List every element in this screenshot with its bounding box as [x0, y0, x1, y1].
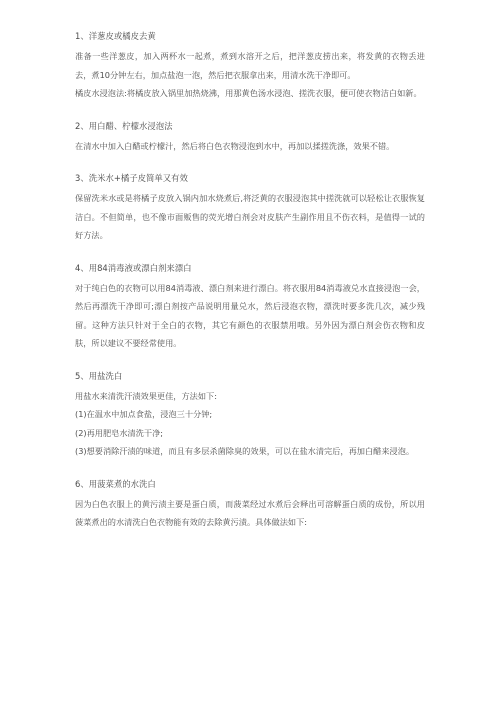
paragraph: 橘皮水浸泡法:将橘皮放入锅里加热烧沸，用那黄色汤水浸泡、搓洗衣服，便可使衣物洁白如新。 [75, 88, 422, 98]
paragraph: 用盐水来清洗汗渍效果更佳，方法如下: [75, 390, 217, 401]
list-item: (3)想要消除汗渍的味道，而且有多层杀菌除臭的效果，可以在盐水清完后，再加白醋来浸泡。 [75, 446, 415, 456]
section-gap [75, 245, 425, 262]
section-gap [75, 461, 425, 478]
list-item: (2)再用肥皂水清洗干净; [75, 427, 164, 438]
paragraph: 因为白色衣服上的黄污渍主要是蛋白质，而菠菜经过水煮后会释出可溶解蛋白质的成份，所以用菠菜煮出的水清洗白色衣物能有效的去除黄污渍。具体做法如下: [75, 498, 425, 527]
section-rice-water [75, 172, 425, 245]
section-spinach [75, 478, 425, 532]
section-gap [75, 103, 425, 120]
section-salt [75, 370, 425, 461]
section-heading: 5、用盐洗白 [75, 370, 123, 381]
section-heading: 1、洋葱皮或橘皮去黄 [75, 31, 156, 41]
section-vinegar-lemon [75, 120, 425, 156]
section-bleach [75, 262, 425, 353]
paragraph: 在清水中加入白醋或柠檬汁，然后将白色衣物浸泡到水中，再加以揉搓洗涤，效果不错。 [75, 140, 395, 151]
section-heading: 6、用菠菜煮的水洗白 [75, 478, 156, 489]
section-heading: 3、洗米水+橘子皮简单又有效 [75, 173, 188, 183]
section-gap [75, 155, 425, 172]
paragraph: 准备一些洋葱皮，加入两杯水一起煮，煮到水溶开之后，把洋葱皮捞出来，将发黄的衣物丢进去，煮10分钟左右，加点盐泡一泡，然后把衣服拿出来，用清水洗干净即可。 [75, 51, 425, 80]
paragraph: 对于纯白色的衣物可以用84消毒液、漂白剂来进行漂白。将衣服用84消毒液兑水直接浸泡一会，然后再漂洗干净即可;漂白剂按产品说明用量兑水，然后浸泡衣物，漂洗时要多洗几次，减少残留。这种方法只针对于全白的衣物，其它有颜色的衣服禁用哦。另外因为漂白剂会伤衣物和皮肤，所以建议不要经常使用。 [75, 282, 425, 348]
section-gap [75, 353, 425, 370]
section-onion-peel [75, 30, 425, 103]
section-heading: 2、用白醋、柠檬水浸泡法 [75, 120, 173, 131]
document-page [75, 30, 425, 532]
list-item: (1)在温水中加点食盐，浸泡三十分钟; [75, 409, 213, 419]
section-heading: 4、用84消毒液或漂白剂来漂白 [75, 262, 192, 273]
paragraph: 保留洗米水或是将橘子皮放入锅内加水烧煮后,将泛黄的衣服浸泡其中搓洗就可以轻松让衣服恢复洁白。不但简单，也不像市面贩售的荧光增白剂会对皮肤产生副作用且不伤衣料，是值得一试的好方法。 [75, 193, 425, 240]
